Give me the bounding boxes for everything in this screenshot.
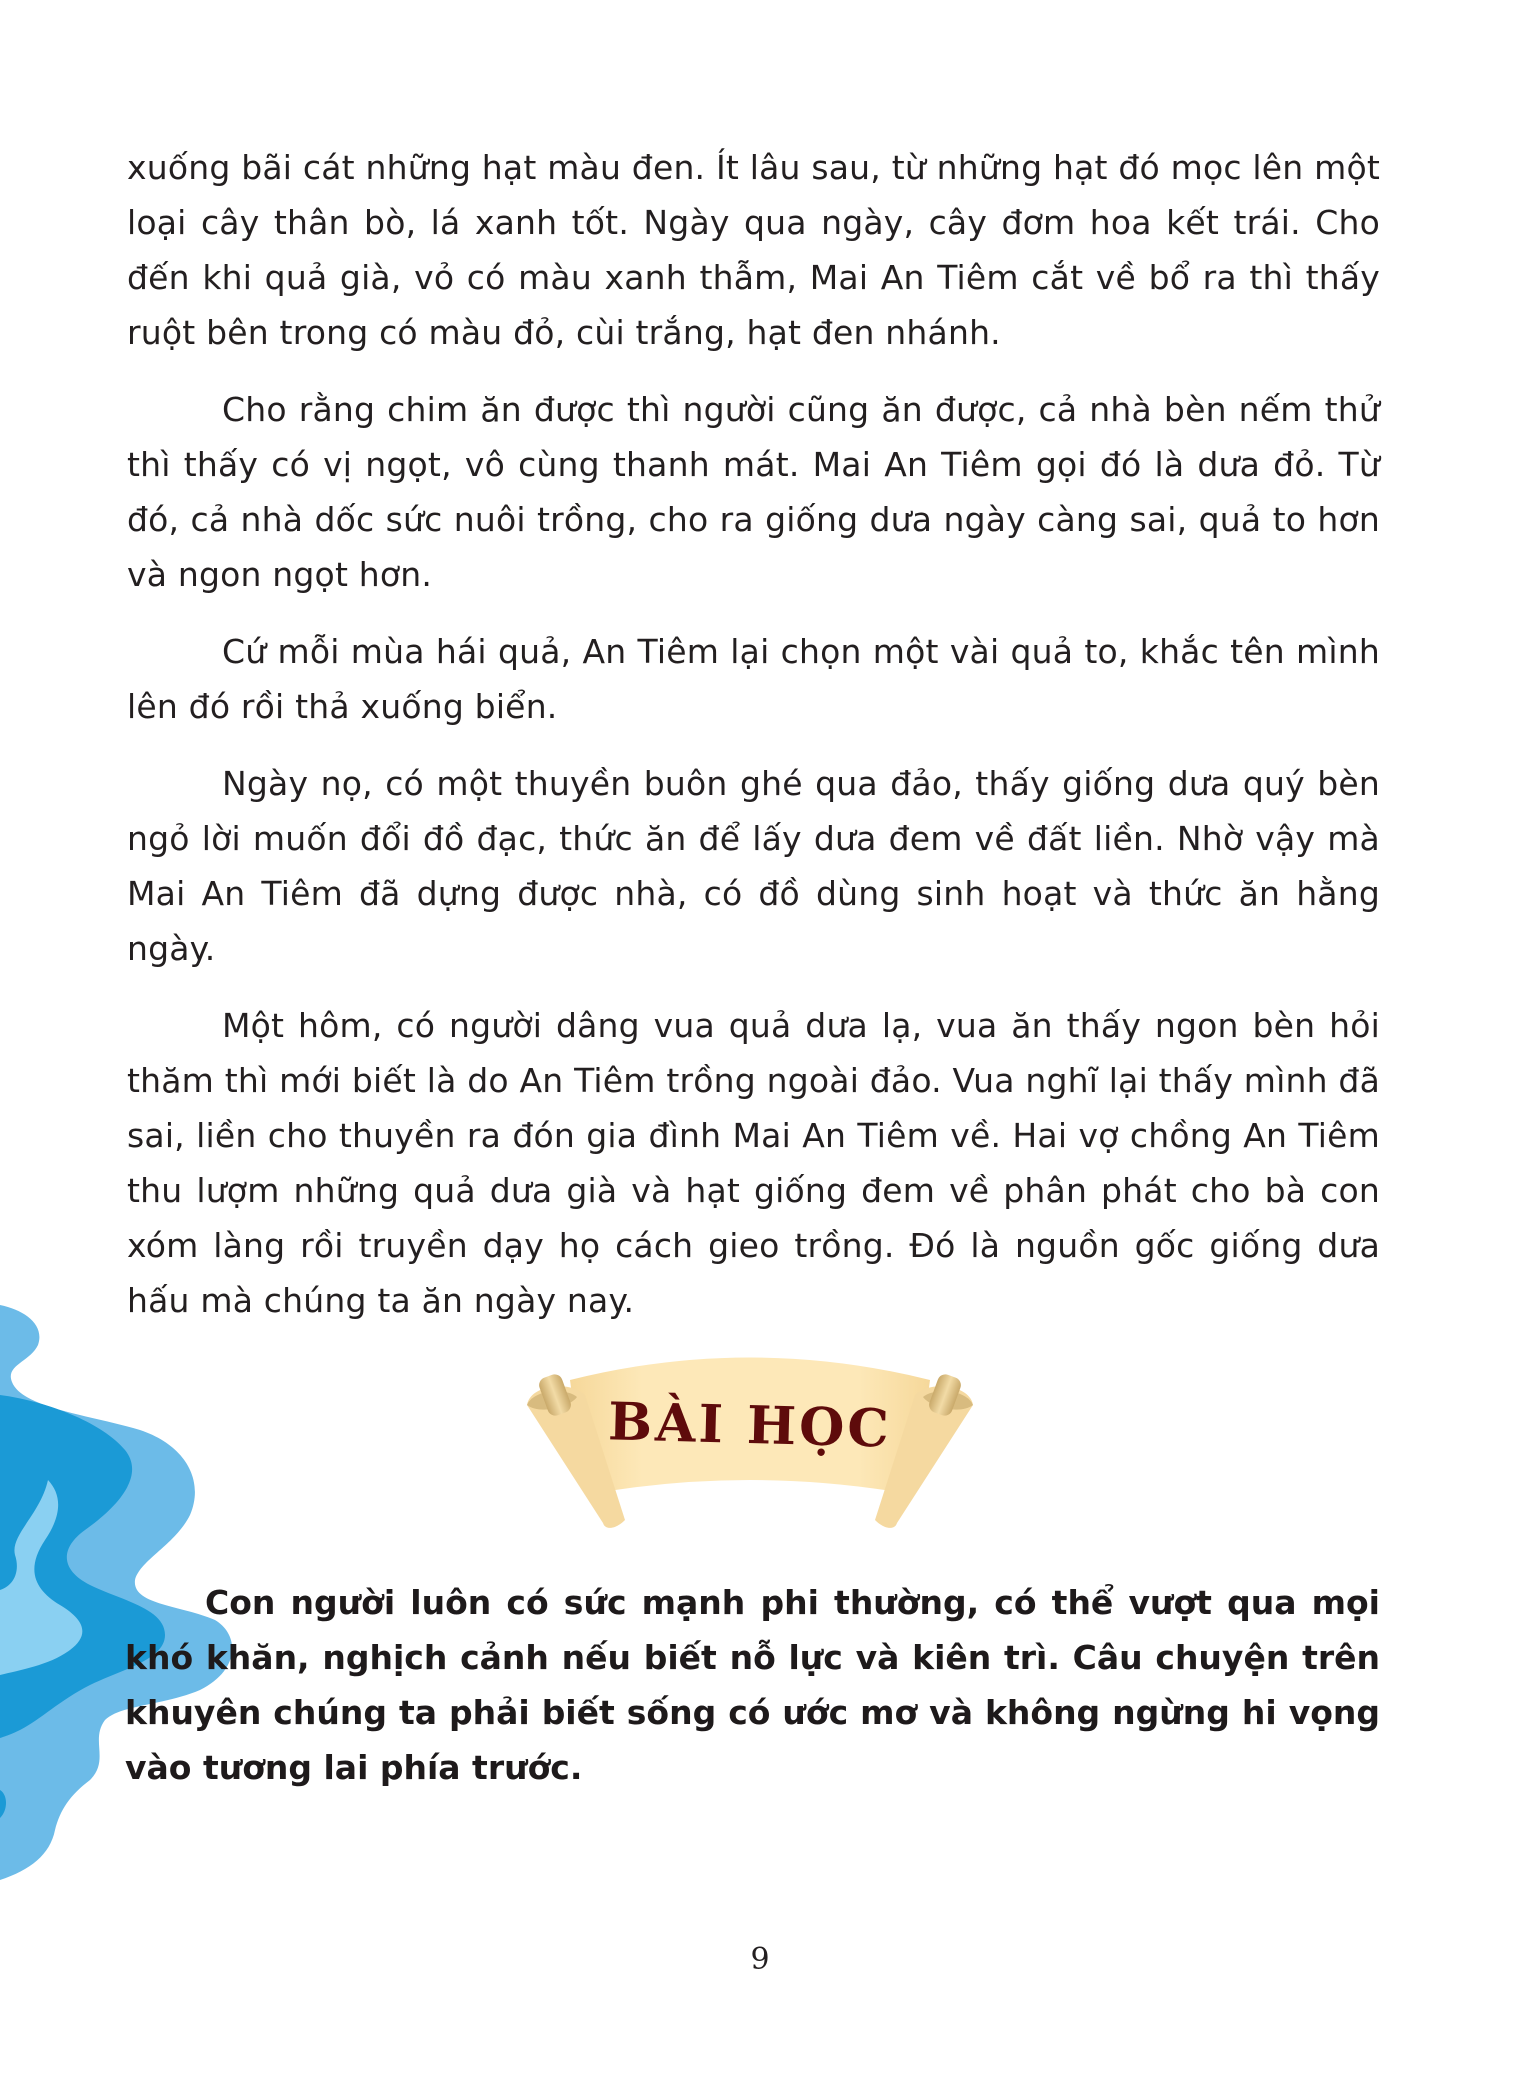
lesson-banner bbox=[515, 1345, 985, 1530]
lesson-body bbox=[125, 1575, 1380, 1795]
story-body bbox=[127, 140, 1380, 1350]
story-paragraph-2: Cho rằng chim ăn được thì người cũng ăn được, cả nhà bèn nếm thử thì thấy có vị ngọt, vô cùng thanh mát. Mai An Tiêm gọi đó là dưa đỏ. Từ đó, cả nhà dốc sức nuôi trồng, cho ra giống dưa ngày càng sai, quả to hơn và ngon ngọt hơn. bbox=[127, 390, 1380, 594]
story-paragraph-4: Ngày nọ, có một thuyền buôn ghé qua đảo, thấy giống dưa quý bèn ngỏ lời muốn đổi đồ đạc, thức ăn để lấy dưa đem về đất liền. Nhờ vậy mà Mai An Tiêm đã dựng được nhà, có đồ dùng sinh hoạt và thức ăn hằng ngày. bbox=[127, 764, 1380, 968]
lesson-title: BÀI HỌC bbox=[607, 1391, 893, 1460]
story-paragraph-1: xuống bãi cát những hạt màu đen. Ít lâu sau, từ những hạt đó mọc lên một loại cây thân bò, lá xanh tốt. Ngày qua ngày, cây đơm hoa kết trái. Cho đến khi quả già, vỏ có màu xanh thẫm, Mai An Tiêm cắt về bổ ra thì thấy ruột bên trong có màu đỏ, cùi trắng, hạt đen nhánh. bbox=[127, 148, 1380, 352]
page-number: 9 bbox=[750, 1942, 770, 1977]
story-paragraph-3: Cứ mỗi mùa hái quả, An Tiêm lại chọn một vài quả to, khắc tên mình lên đó rồi thả xuống biển. bbox=[127, 632, 1380, 726]
story-paragraph-5: Một hôm, có người dâng vua quả dưa lạ, vua ăn thấy ngon bèn hỏi thăm thì mới biết là do An Tiêm trồng ngoài đảo. Vua nghĩ lại thấy mình đã sai, liền cho thuyền ra đón gia đình Mai An Tiêm về. Hai vợ chồng An Tiêm thu lượm những quả dưa già và hạt giống đem về phân phát cho bà con xóm làng rồi truyền dạy họ cách gieo trồng. Đó là nguồn gốc giống dưa hấu mà chúng ta ăn ngày nay. bbox=[127, 1006, 1380, 1320]
lesson-paragraph: Con người luôn có sức mạnh phi thường, có thể vượt qua mọi khó khăn, nghịch cảnh nếu biết nỗ lực và kiên trì. Câu chuyện trên khuyên chúng ta phải biết sống có ước mơ và không ngừng hi vọng vào tương lai phía trước. bbox=[125, 1583, 1380, 1787]
